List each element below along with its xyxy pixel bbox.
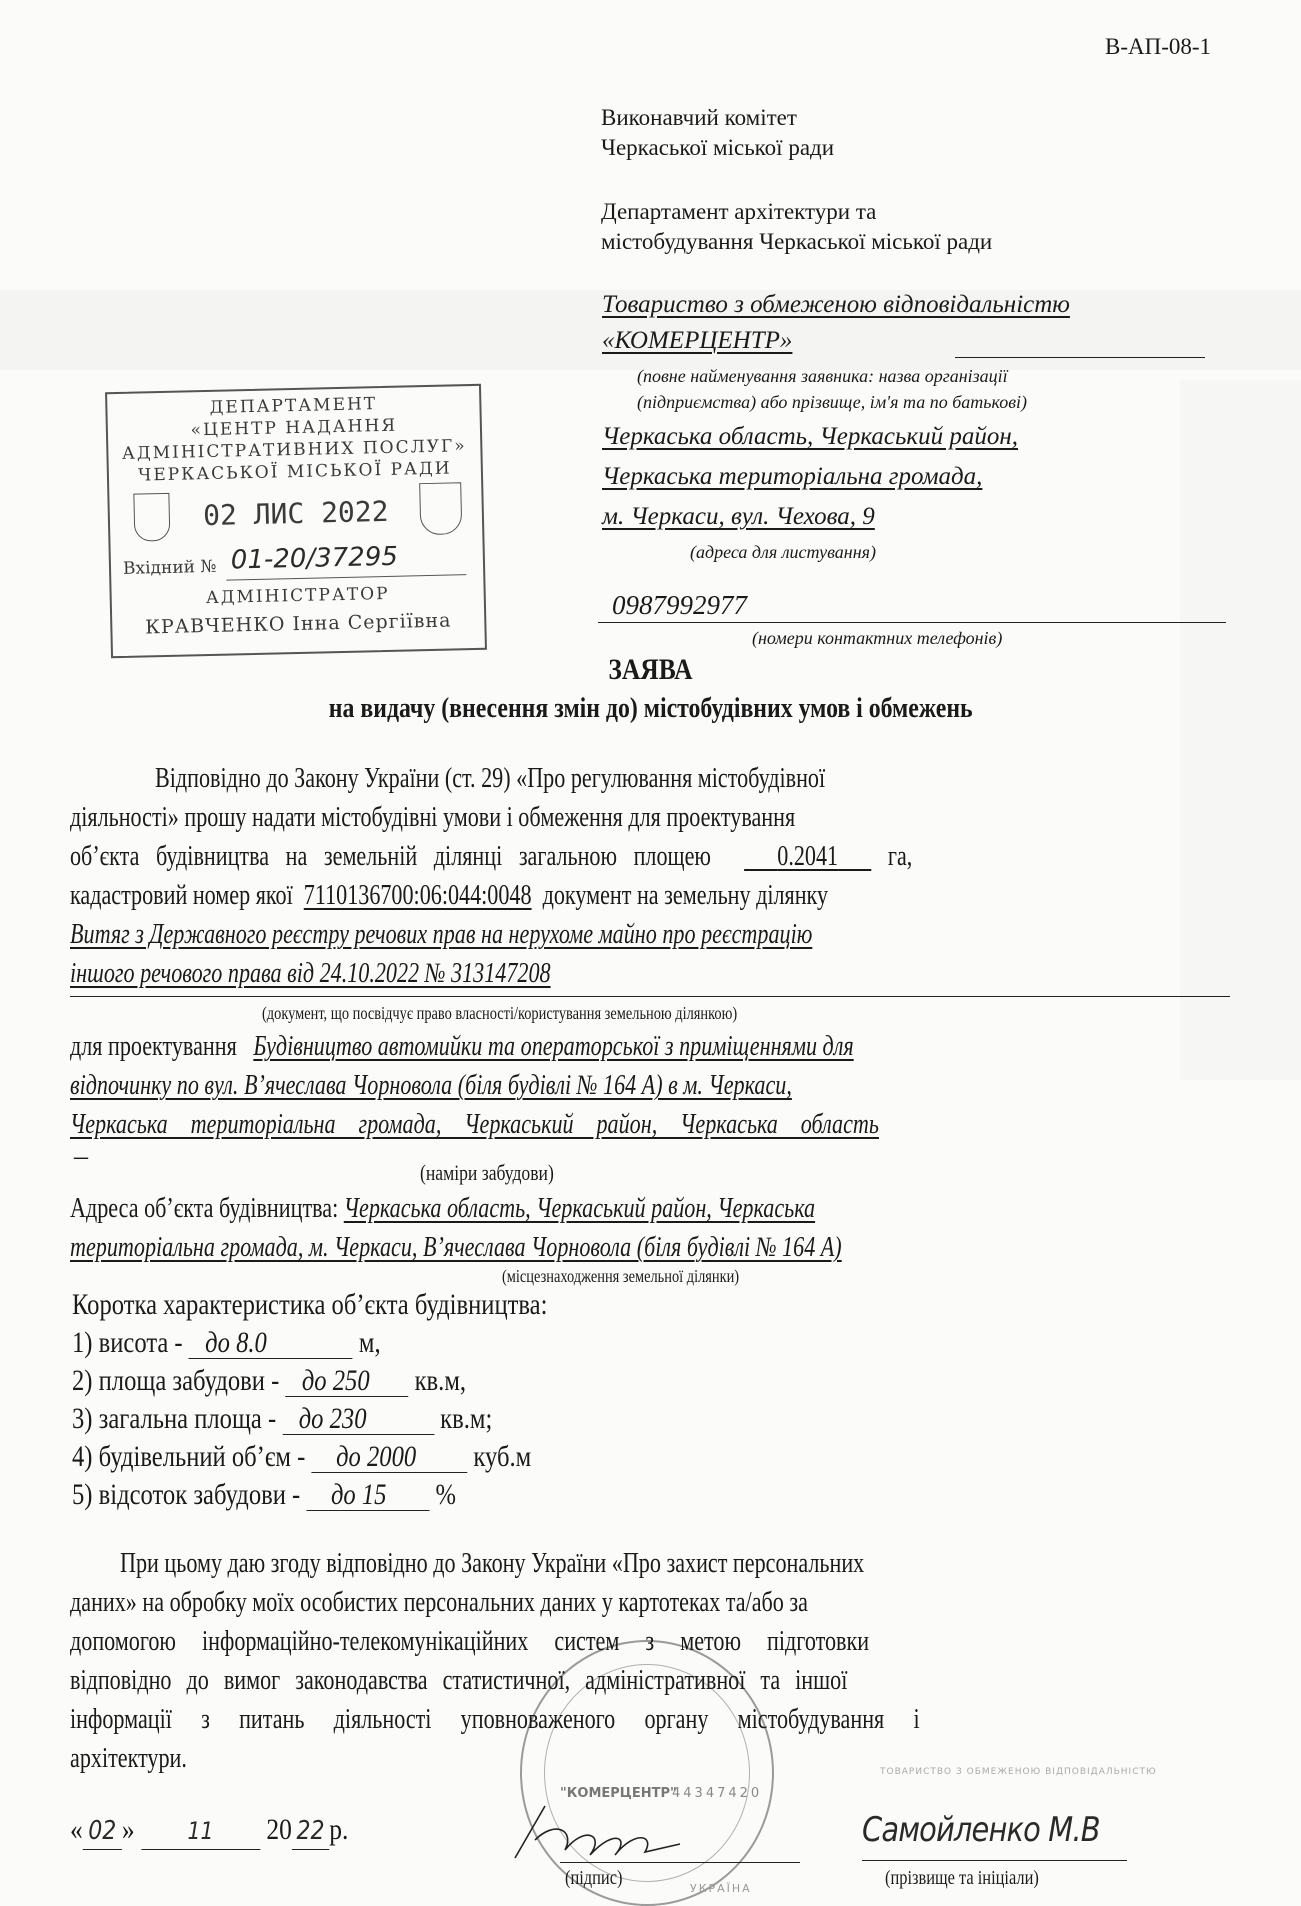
characteristic-value: до 2000 xyxy=(336,1440,417,1473)
characteristic-value: до 230 xyxy=(298,1402,367,1435)
stamp-line: АДМІНІСТРАТИВНИХ ПОСЛУГ» xyxy=(121,436,467,464)
characteristic-value-field xyxy=(189,1328,353,1359)
consent-text: даних» на обробку моїх особистих персональних даних у картотеках та/або за xyxy=(70,1587,808,1618)
site-hint-wrap xyxy=(502,1266,798,1286)
consent-line xyxy=(120,1547,1062,1581)
characteristic-item xyxy=(72,1440,632,1474)
site-line xyxy=(70,1192,1013,1226)
area-value xyxy=(744,841,871,872)
purpose-dash: – xyxy=(74,1141,88,1172)
bleed-through-column xyxy=(1180,380,1301,1080)
seal-company-name: "КОМЕРЦЕНТР" xyxy=(560,1786,677,1801)
applicant-name-underline xyxy=(955,357,1205,358)
address-text: Черкаська область, Черкаський район, xyxy=(602,423,1019,450)
purpose-text: Будівництво автомийки та операторської з приміщеннями для xyxy=(253,1031,854,1062)
incoming-label: Вхідний № xyxy=(122,556,217,579)
incoming-number: 01-20/37295 xyxy=(230,541,399,576)
characteristics-heading-wrap xyxy=(72,1288,652,1322)
characteristic-value-field xyxy=(282,1404,434,1435)
ukraine-coat-of-arms-icon xyxy=(133,493,170,542)
land-document-line xyxy=(70,957,678,991)
characteristic-label: 1) висота - xyxy=(72,1326,183,1359)
request-line xyxy=(70,840,1136,874)
characteristic-item xyxy=(72,1402,585,1436)
cadastral-label: кадастровий номер якої xyxy=(70,880,293,911)
characteristic-label: 5) відсоток забудови - xyxy=(72,1478,301,1511)
consent-line xyxy=(70,1703,1145,1737)
signature-stroke xyxy=(515,1806,680,1858)
seal-country: УКРАЇНА xyxy=(690,1882,752,1895)
name-hint-wrap xyxy=(885,1866,1073,1890)
cadastral-number: 7110136700:06:044:0048 xyxy=(303,880,532,911)
characteristics-heading: Коротка характеристика об’єкта будівництва: xyxy=(72,1288,548,1321)
applicant-address-line xyxy=(602,500,875,534)
purpose-line xyxy=(70,1030,1062,1064)
land-document-line xyxy=(70,918,1010,952)
characteristic-unit: куб.м xyxy=(473,1440,532,1473)
phone-underline xyxy=(598,622,1226,623)
phone-hint: (номери контактних телефонів) xyxy=(752,628,1003,648)
stamp-line: «ЦЕНТР НАДАННЯ xyxy=(190,415,398,441)
consent-text: архітектури. xyxy=(70,1743,187,1774)
characteristic-value: до 250 xyxy=(301,1364,370,1397)
characteristic-label: 2) площа забудови - xyxy=(72,1364,280,1397)
characteristic-unit: м, xyxy=(358,1326,381,1359)
consent-text: При цьому даю згоду відповідно до Закону України «Про захист персональних xyxy=(120,1548,865,1579)
applicant-address-line xyxy=(602,460,982,494)
consent-line xyxy=(70,1664,1054,1698)
area-unit: га, xyxy=(887,841,913,872)
consent-text: інформації з питань діяльності уповноваженого органу містобудування і xyxy=(70,1704,920,1735)
signature-hint-wrap xyxy=(565,1866,635,1890)
characteristic-unit: кв.м; xyxy=(440,1402,493,1435)
land-doc-underline xyxy=(70,996,1230,997)
characteristic-item xyxy=(72,1364,553,1398)
name-underline xyxy=(862,1860,1127,1861)
purpose-text: відпочинку по вул. В’ячеслава Чорновола (біля будівлі № 164 А) в м. Черкаси, xyxy=(70,1070,792,1101)
applicant-name-hint: (повне найменування заявника: назва організації xyxy=(637,366,1008,386)
cherkasy-coat-of-arms-icon xyxy=(419,482,462,535)
date-year-prefix: 20 xyxy=(266,1813,292,1846)
request-line xyxy=(70,801,988,835)
characteristic-item xyxy=(72,1326,448,1360)
addressee-line: Департамент архітектури та xyxy=(601,199,877,224)
form-code: В-АП-08-1 xyxy=(1105,34,1212,59)
characteristic-value-field xyxy=(306,1480,429,1511)
date-day: 02 xyxy=(83,1813,122,1850)
consent-text: допомогою інформаційно-телекомунікаційних систем з метою підготовки xyxy=(70,1626,870,1657)
purpose-label: для проектування xyxy=(70,1031,237,1062)
request-line-text: діяльності» прошу надати містобудівні умови і обмеження для проектування xyxy=(70,802,796,833)
purpose-line xyxy=(70,1108,1094,1142)
stamp-line: ЧЕРКАСЬКОЇ МІСЬКОЇ РАДИ xyxy=(137,458,452,486)
site-label: Адреса об’єкта будівництва: xyxy=(70,1193,339,1224)
characteristic-value-field xyxy=(311,1442,467,1473)
name-hint: (прізвище та ініціали) xyxy=(885,1867,1039,1889)
registry-stamp xyxy=(105,384,487,658)
consent-line xyxy=(70,1625,1081,1659)
request-line xyxy=(70,879,1030,913)
characteristic-label: 4) будівельний об’єм - xyxy=(72,1440,306,1473)
date-line: « 02 » 11 20 22 р. xyxy=(70,1812,348,1850)
date-year-end: р. xyxy=(329,1813,349,1846)
doc-subtitle xyxy=(0,692,1301,726)
signature-underline xyxy=(560,1862,800,1863)
applicant-phone: 0987992977 xyxy=(612,590,747,620)
seal-code: 44347420 xyxy=(672,1786,763,1801)
purpose-hint-wrap xyxy=(420,1160,587,1186)
applicant-name-line2: «КОМЕРЦЕНТР» xyxy=(602,327,793,354)
addressee-line: Виконавчий комітет xyxy=(601,105,797,130)
consent-line xyxy=(70,1586,1004,1620)
doc-label: документ на земельну ділянку xyxy=(542,880,829,911)
signatory-name-wrap xyxy=(862,1808,1142,1852)
date-month: 11 xyxy=(141,1813,260,1850)
characteristic-unit: % xyxy=(435,1478,457,1511)
site-text: територіальна громада, м. Черкаси, В’ячеслава Чорновола (біля будівлі № 164 А) xyxy=(70,1232,842,1263)
title-main: ЗАЯВА xyxy=(608,653,693,686)
stamp-line: ДЕПАРТАМЕНТ xyxy=(209,394,378,418)
area-value-text: 0.2041 xyxy=(777,841,839,872)
stamp-date: 02 ЛИС 2022 xyxy=(202,494,389,533)
land-doc-hint-wrap xyxy=(262,1002,856,1024)
purpose-text: Черкаська територіальна громада, Черкаський район, Черкаська область xyxy=(70,1109,879,1140)
stamp-role: АДМІНІСТРАТОР xyxy=(205,583,390,609)
characteristic-value: до 8.0 xyxy=(205,1326,267,1359)
site-line xyxy=(70,1231,1047,1265)
land-document-text: Витяг з Державного реєстру речових прав на нерухоме майно про реєстрацію xyxy=(70,919,813,950)
site-text: Черкаська область, Черкаський район, Черкаська xyxy=(343,1193,816,1224)
signature-scribble xyxy=(495,1800,735,1862)
date-block xyxy=(70,1812,398,1850)
address-hint: (адреса для листування) xyxy=(690,542,876,562)
land-doc-hint: (документ, що посвідчує право власності/користування земельною ділянкою) xyxy=(262,1003,738,1023)
characteristic-label: 3) загальна площа - xyxy=(72,1402,277,1435)
consent-text: відповідно до вимог законодавства статистичної, адміністративної та іншої xyxy=(70,1665,848,1696)
applicant-name-hint: (підприємства) або прізвище, ім'я та по батькові) xyxy=(637,392,1027,412)
purpose-hint: (наміри забудови) xyxy=(420,1160,554,1185)
addressee-line: Черкаської міської ради xyxy=(601,135,835,160)
title-sub: на видачу (внесення змін до) містобудівних умов і обмежень xyxy=(328,693,973,724)
request-line xyxy=(155,762,1003,796)
doc-title xyxy=(0,652,1301,688)
address-text: Черкаська територіальна громада, xyxy=(602,463,983,490)
consent-line xyxy=(70,1742,218,1776)
characteristic-value: до 15 xyxy=(330,1478,387,1511)
purpose-line xyxy=(70,1069,984,1103)
characteristic-unit: кв.м, xyxy=(414,1364,467,1397)
applicant-address-line xyxy=(602,420,1018,454)
addressee-line: містобудування Черкаської міської ради xyxy=(601,229,993,254)
applicant-name-2 xyxy=(602,324,792,358)
date-year-suffix: 22 xyxy=(292,1813,329,1850)
address-text: м. Черкаси, вул. Чехова, 9 xyxy=(602,503,875,530)
seal-ring-text: ТОВАРИСТВО З ОБМЕЖЕНОЮ ВІДПОВІДАЛЬНІСТЮ xyxy=(880,1767,1157,1777)
characteristic-value-field xyxy=(285,1366,408,1397)
area-label: об’єкта будівництва на земельній ділянці загальною площею xyxy=(70,841,711,872)
characteristic-item xyxy=(72,1478,540,1512)
signatory-name: Самойленко М.В xyxy=(862,1810,1100,1850)
signature-hint: (підпис) xyxy=(565,1867,623,1889)
request-line-text: Відповідно до Закону України (ст. 29) «Про регулювання містобудівної xyxy=(155,763,826,794)
land-document-text: іншого речового права від 24.10.2022 № 313147208 xyxy=(70,958,551,989)
applicant-name-line1: Товариство з обмеженою відповідальністю xyxy=(602,291,1070,318)
site-hint: (місцезнаходження земельної ділянки) xyxy=(502,1266,740,1286)
stamp-person: КРАВЧЕНКО Інна Сергіївна xyxy=(145,609,452,639)
applicant-name xyxy=(602,288,1070,322)
